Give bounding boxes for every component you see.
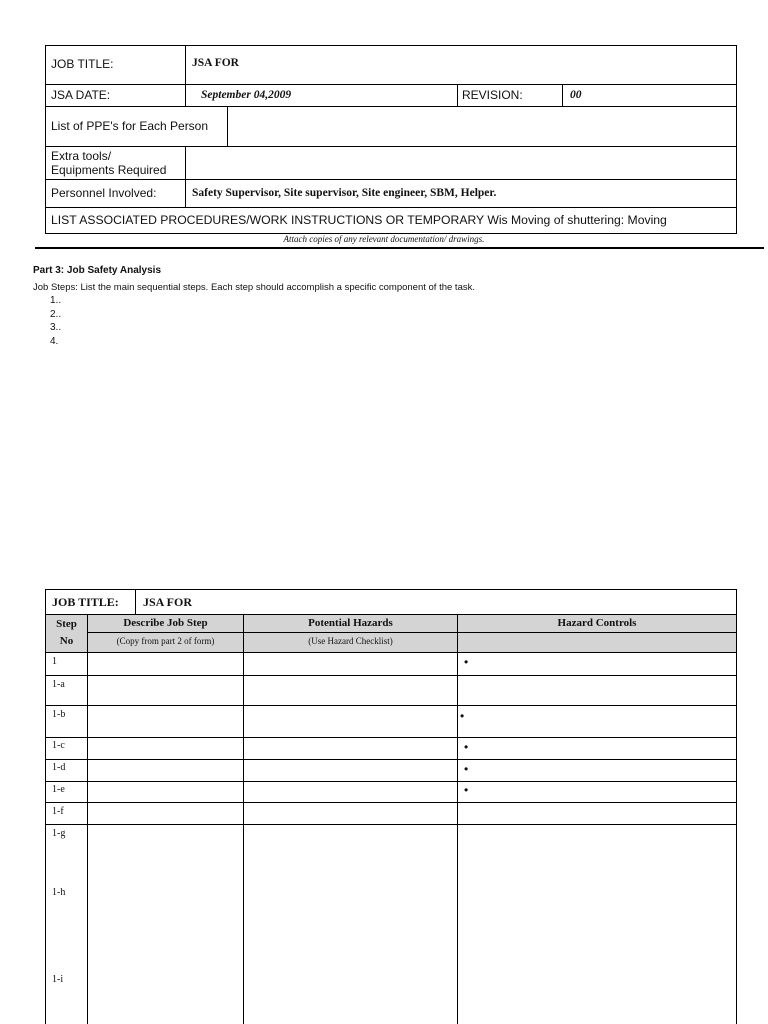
row-divider (45, 179, 737, 180)
step-item[interactable]: 4. (50, 335, 59, 347)
row-divider (45, 106, 737, 107)
section-rule (35, 247, 764, 249)
extra-tools-label-line1: Extra tools/ (51, 149, 112, 163)
col-divider (185, 45, 186, 107)
col-divider (457, 84, 458, 107)
ppe-label: List of PPE's for Each Person (51, 119, 209, 133)
extra-tools-label-line2: Equipments Required (51, 163, 167, 177)
step-item[interactable]: 2.. (50, 308, 62, 320)
procedures-text: LIST ASSOCIATED PROCEDURES/WORK INSTRUCTIONS OR TEMPORARY Wis Moving of shuttering: Moving (51, 213, 667, 227)
table-job-title-value[interactable]: JSA FOR (143, 595, 193, 609)
col-divider (135, 589, 136, 614)
col-divider (562, 84, 563, 107)
personnel-label: Personnel Involved: (51, 186, 157, 200)
row-divider (45, 652, 737, 653)
revision-label: REVISION: (462, 88, 523, 102)
col-step-header (46, 616, 87, 650)
control-bullet[interactable]: • (464, 783, 469, 797)
extra-tools-label (51, 149, 166, 177)
job-title-value[interactable]: JSA FOR (192, 57, 239, 69)
step-number: 1-d (52, 762, 66, 773)
col-divider (185, 146, 186, 208)
job-title-label: JOB TITLE: (51, 57, 114, 71)
part3-heading: Part 3: Job Safety Analysis (33, 265, 162, 276)
control-bullet[interactable]: • (460, 709, 465, 723)
step-number: 1-f (52, 806, 64, 817)
row-divider (45, 781, 737, 782)
header-midline (87, 632, 737, 633)
control-bullet[interactable]: • (464, 655, 469, 669)
step-number: 1-h (52, 887, 66, 898)
step-number: 1-i (52, 974, 64, 985)
step-number: 1-a (52, 679, 65, 690)
row-divider (45, 759, 737, 760)
col-hazards-header: Potential Hazards (308, 617, 393, 629)
step-item[interactable]: 3.. (50, 322, 62, 333)
control-bullet[interactable]: • (464, 762, 469, 776)
col-divider (227, 106, 228, 147)
ppe-value[interactable] (233, 119, 731, 135)
row-divider (45, 824, 737, 825)
row-divider (45, 802, 737, 803)
table-job-title-label: JOB TITLE: (52, 595, 119, 609)
step-number: 1-b (52, 709, 66, 720)
col-step-line2: No (59, 635, 74, 647)
step-number: 1-c (52, 740, 65, 751)
step-number: 1-g (52, 828, 66, 839)
part3-instruction: Job Steps: List the main sequential steps. Each step should accomplish a specific component of the task. (33, 282, 475, 293)
personnel-value[interactable]: Safety Supervisor, Site supervisor, Site engineer, SBM, Helper. (192, 187, 497, 199)
attach-note: Attach copies of any relevant documentation/ drawings. (283, 234, 485, 244)
col-step-line1: Step (56, 618, 77, 630)
row-divider (45, 737, 737, 738)
jsa-date-value[interactable]: September 04,2009 (201, 89, 292, 101)
step-number: 1 (52, 656, 57, 667)
col-hazards-subheader: (Use Hazard Checklist) (308, 636, 393, 646)
row-divider (45, 146, 737, 147)
step-item[interactable]: 1.. (50, 295, 62, 306)
col-controls-header: Hazard Controls (557, 617, 637, 629)
row-divider (45, 675, 737, 676)
extra-tools-value[interactable] (192, 155, 732, 171)
row-divider (45, 705, 737, 706)
step-list (50, 294, 61, 348)
jsa-date-label: JSA DATE: (51, 88, 111, 102)
col-describe-subheader: (Copy from part 2 of form) (116, 636, 215, 646)
col-describe-header: Describe Job Step (123, 617, 208, 629)
analysis-table (45, 589, 737, 1024)
step-number: 1-e (52, 784, 65, 795)
top-form (45, 45, 737, 234)
row-divider (45, 207, 737, 208)
revision-value[interactable]: 00 (570, 89, 582, 101)
row-divider (45, 84, 737, 85)
control-bullet[interactable]: • (464, 740, 469, 754)
